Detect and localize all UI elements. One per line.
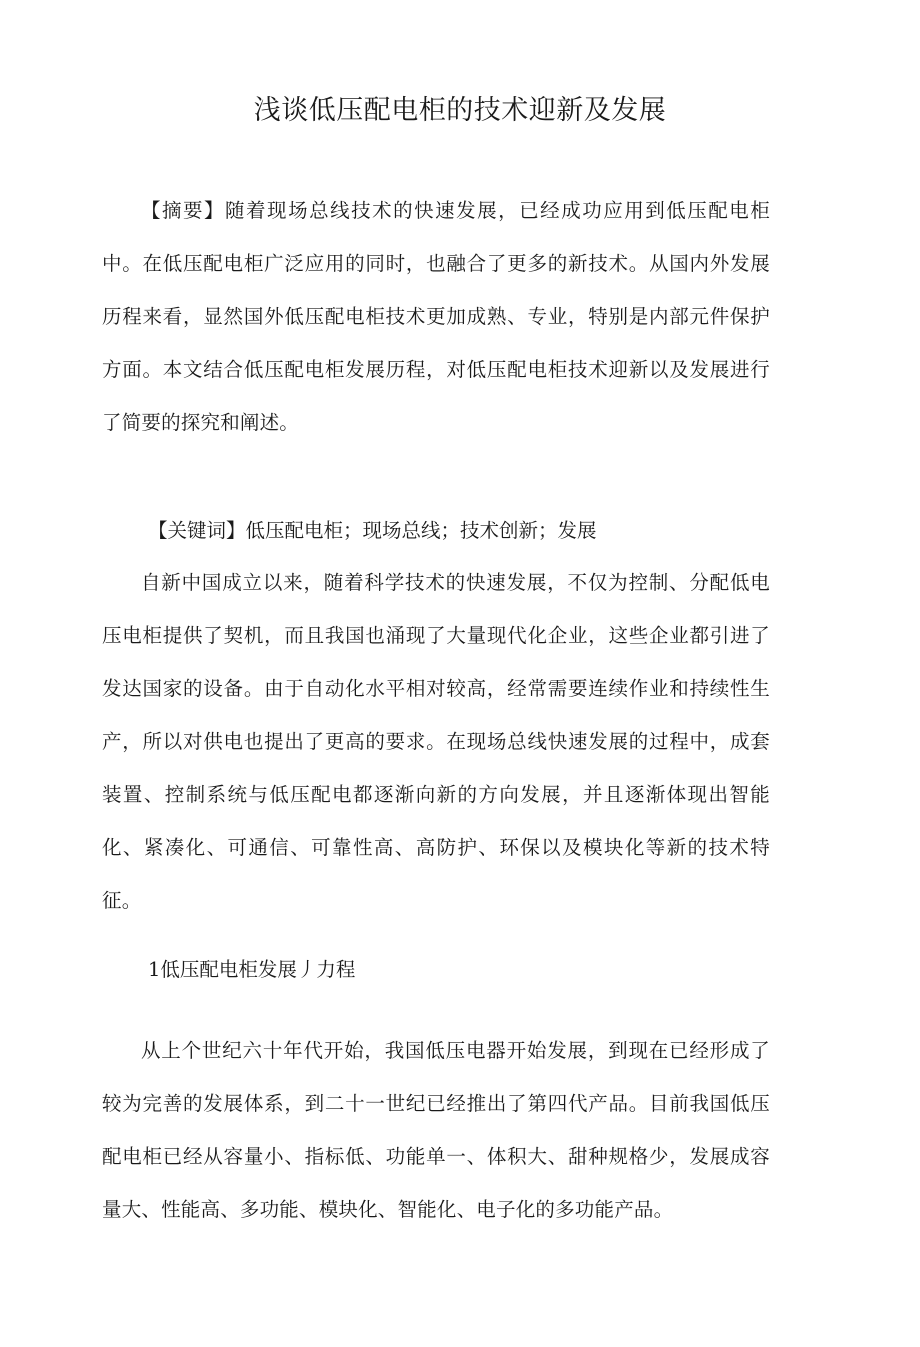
section-1-paragraph: 从上个世纪六十年代开始，我国低压电器开始发展，到现在已经形成了较为完善的发展体系，到二十一世纪已经推出了第四代产品。目前我国低压配电柜已经从容量小、指标低、功能单一、体积大、甜种规格少，发展成容量大、性能高、多功能、模块化、智能化、电子化的多功能产品。 (102, 1039, 770, 1221)
section-1-heading: 1低压配电柜发展丿力程 (148, 958, 356, 981)
abstract-paragraph: 【摘要】随着现场总线技术的快速发展，已经成功应用到低压配电柜中。在低压配电柜广泛应用的同时，也融合了更多的新技术。从国内外发展历程来看，显然国外低压配电柜技术更加成熟、专业，特别是内部元件保护方面。本文结合低压配电柜发展历程，对低压配电柜技术迎新以及发展进行了简要的探究和阐述。 (102, 199, 770, 434)
keywords-line: 【关键词】低压配电柜；现场总线；技术创新；发展 (148, 519, 597, 542)
intro-paragraph: 自新中国成立以来，随着科学技术的快速发展，不仅为控制、分配低电压电柜提供了契机，而且我国也涌现了大量现代化企业，这些企业都引进了发达国家的设备。由于自动化水平相对较高，经常需要连续作业和持续性生产，所以对供电也提出了更高的要求。在现场总线快速发展的过程中，成套装置、控制系统与低压配电都逐渐向新的方向发展，并且逐渐体现出智能化、紧凑化、可通信、可靠性高、高防护、环保以及模块化等新的技术特征。 (102, 571, 770, 912)
document-title: 浅谈低压配电柜的技术迎新及发展 (253, 95, 667, 126)
